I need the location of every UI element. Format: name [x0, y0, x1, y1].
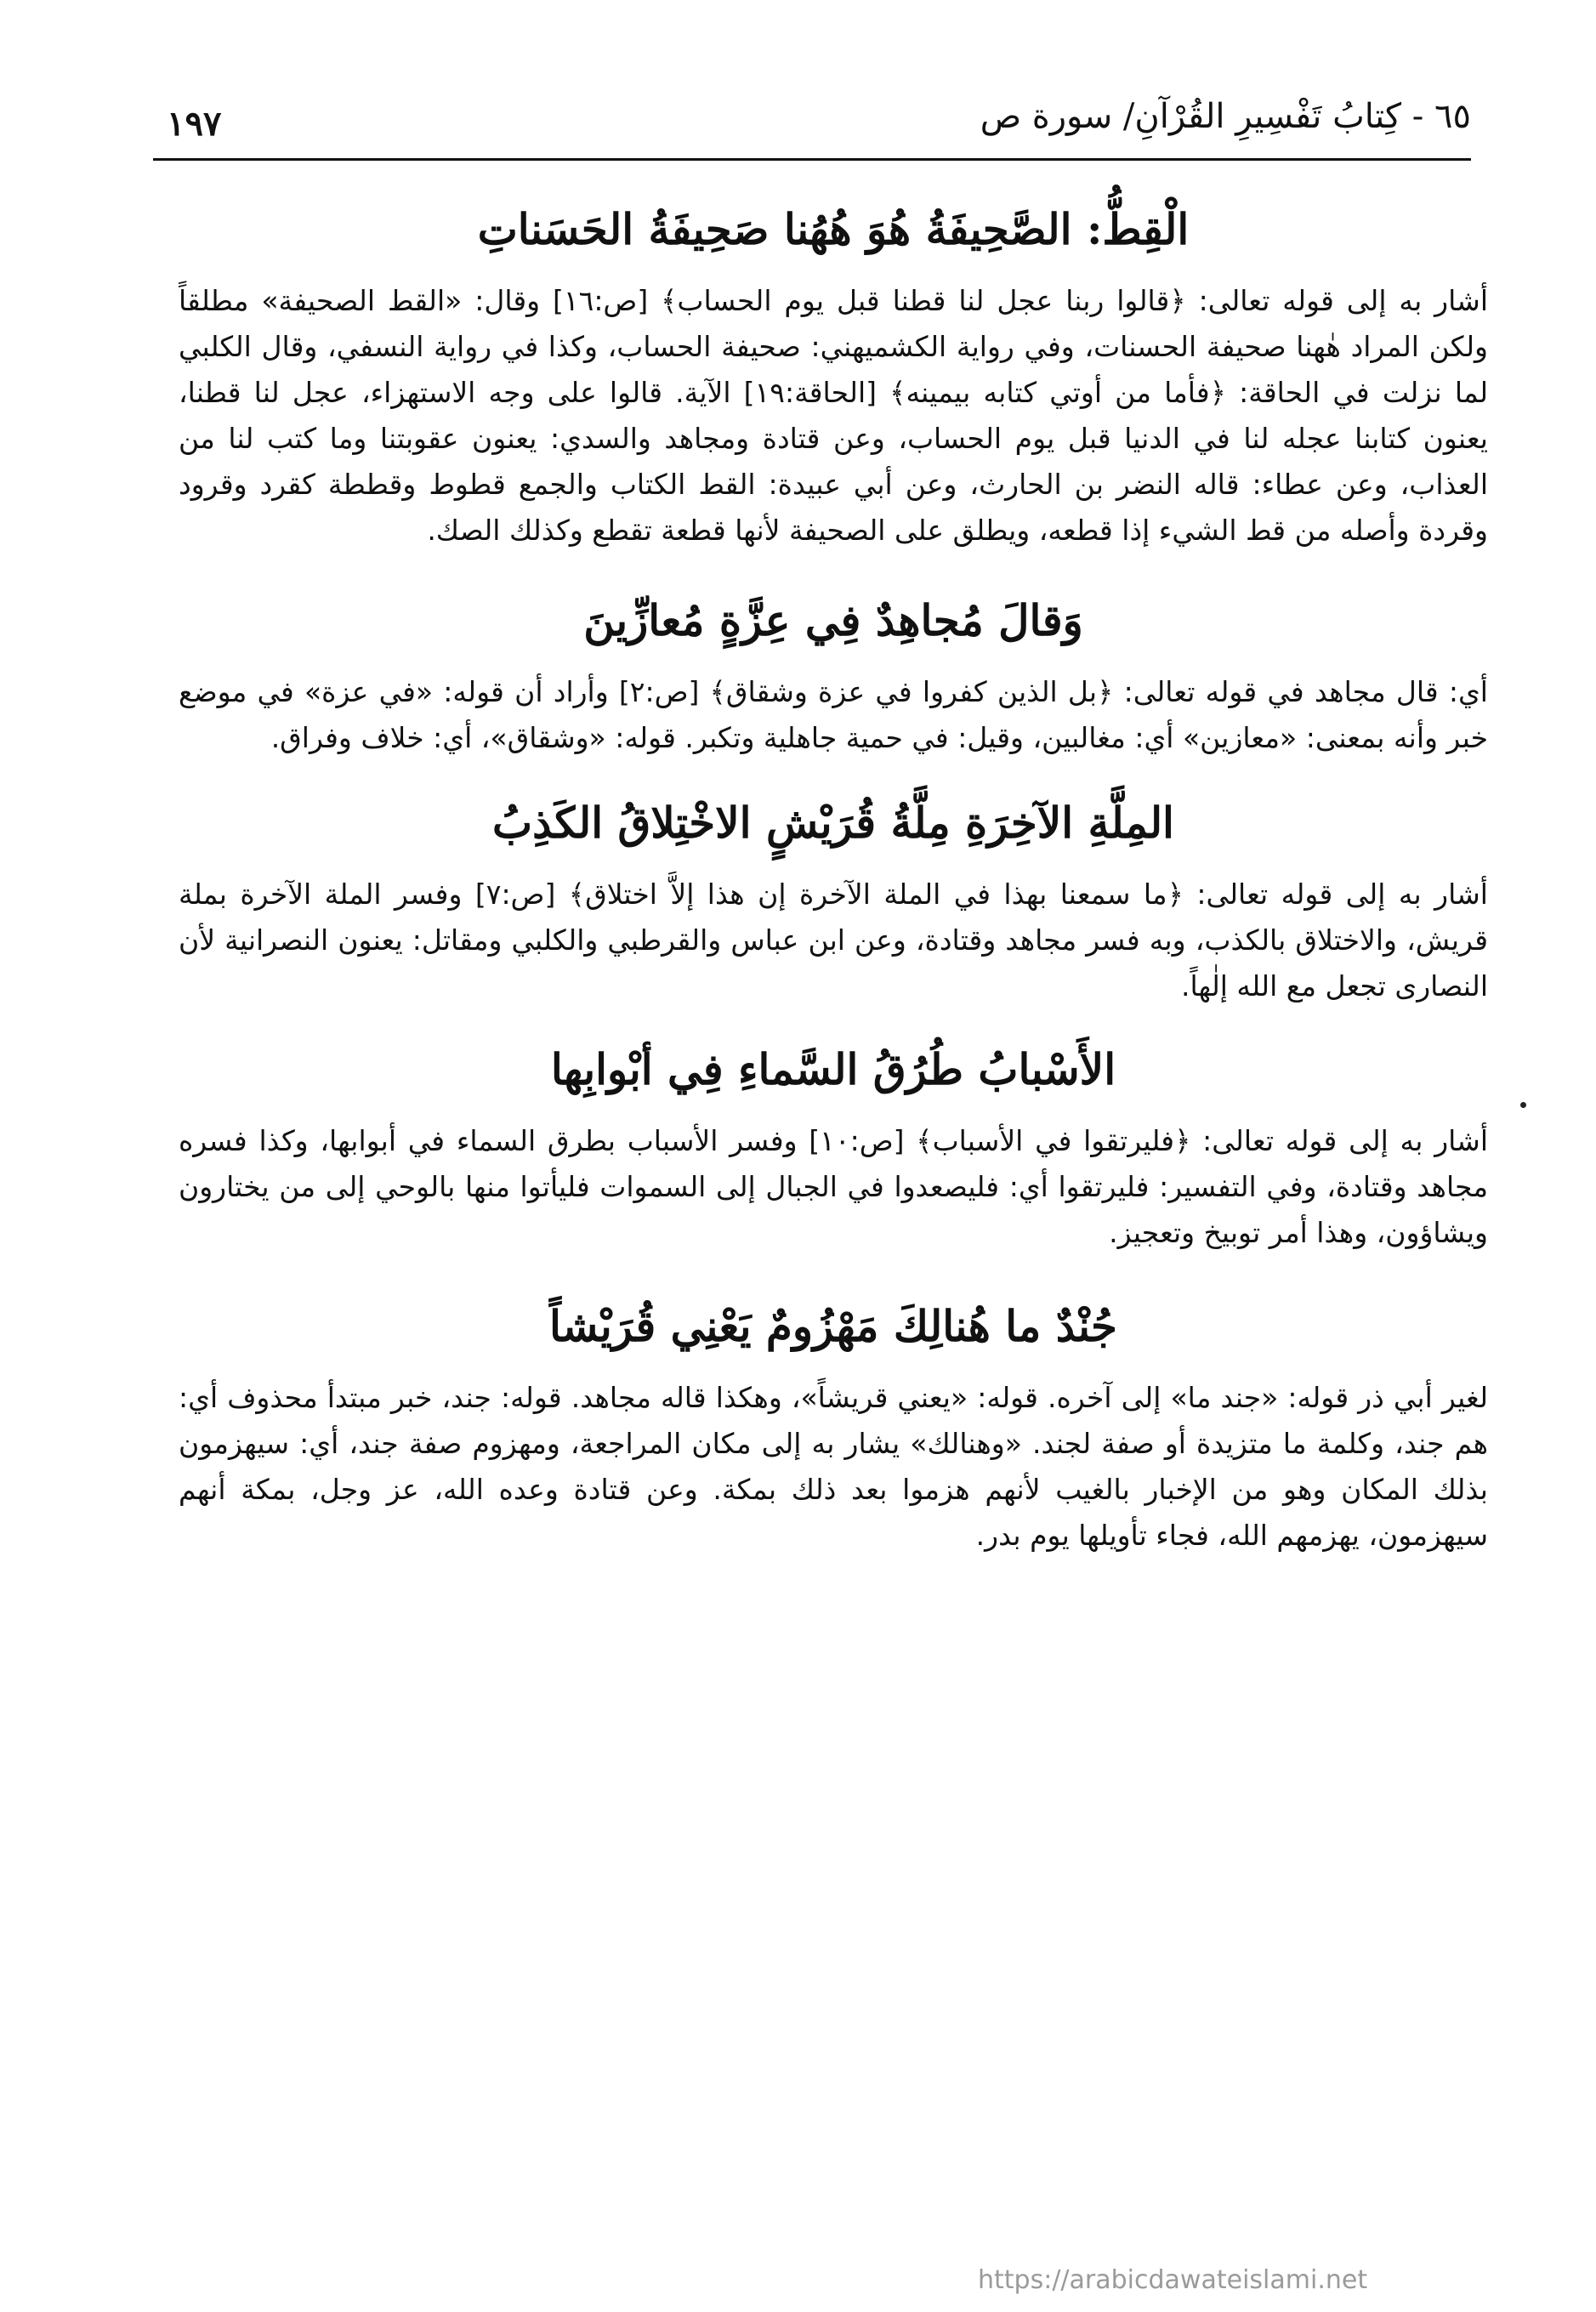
section-mujahid-izza — [179, 576, 1488, 761]
section-paragraph: لغير أبي ذر قوله: «جند ما» إلى آخره. قوله: «يعني قريشاً»، وهكذا قاله مجاهد. قوله: جند، خبر مبتدأ محذوف أي: هم جند، وكلمة ما متزيدة أو صفة لجند. «وهنالك» يشار به إلى مكان المراجعة، ومهزوم صفة جند، أي: سيهزمون بذلك المكان وهو من الإخبار بالغيب لأنهم هزموا بعد ذلك بمكة. وعن قتادة وعده الله، عز وجل، بمكة أنهم سيهزمون، يهزمهم الله، فجاء تأويلها يوم بدر. — [179, 1381, 1488, 1552]
page-number: ١٩٧ — [167, 104, 222, 144]
section-paragraph: أشار به إلى قوله تعالى: ﴿فليرتقوا في الأسباب﴾ [ص:١٠] وفسر الأسباب بطرق السماء في أبوابها، وكذا فسره مجاهد وقتادة، وفي التفسير: فليرتقوا أي: فليصعدوا في الجبال إلى السموات فليأتوا منها بالوحي إلى من يختارون ويشاؤون، وهذا أمر توبيخ وتعجيز. — [179, 1124, 1489, 1249]
running-header-title: ٦٥ - كِتابُ تَفْسِيرِ القُرْآنِ/ سورة ص — [980, 97, 1471, 136]
section-paragraph: أشار به إلى قوله تعالى: ﴿ما سمعنا بهذا في الملة الآخرة إن هذا إلاَّ اختلاق﴾ [ص:٧] وفسر الملة الآخرة بملة قريش، والاختلاق بالكذب، وبه فسر مجاهد وقتادة، وعن ابن عباس والقرطبي والكلبي ومقاتل: يعنون النصرانية لأن النصارى تجعل مع الله إلٰهاً. — [179, 878, 1488, 1003]
section-heading: وَقالَ مُجاهِدٌ فِي عِزَّةٍ مُعازِّينَ — [583, 595, 1083, 645]
header-divider — [153, 158, 1471, 161]
section-heading: المِلَّةِ الآخِرَةِ مِلَّةُ قُرَيْشٍ الاخْتِلاقُ الكَذِبُ — [492, 798, 1174, 848]
source-watermark: https://arabicdawateislami.net — [978, 2265, 1368, 2295]
ink-dot — [1520, 1102, 1526, 1108]
section-paragraph: أشار به إلى قوله تعالى: ﴿قالوا ربنا عجل لنا قطنا قبل يوم الحساب﴾ [ص:١٦] وقال: «القط الصحيفة» مطلقاً ولكن المراد هٰهنا صحيفة الحسنات، وفي رواية الكشميهني: صحيفة الحساب، وكذا في رواية النسفي، وقال الكلبي لما نزلت في الحاقة: ﴿فأما من أوتي كتابه بيمينه﴾ [الحاقة:١٩] الآية. قالوا على وجه الاستهزاء، عجل لنا قطنا، يعنون كتابنا عجله لنا في الدنيا قبل يوم الحساب، وعن قتادة ومجاهد والسدي: يعنون عقوبتنا وما كتب لنا من العذاب، وعن عطاء: قاله النضر بن الحارث، وعن أبي عبيدة: القط الكتاب والجمع قطوط وقططة كقرد وقرود وقردة وأصله من قط الشيء إذا قطعه، ويطلق على الصحيفة لأنها قطعة تقطع وكذلك الصك. — [179, 284, 1489, 547]
section-heading: الأَسْبابُ طُرُقُ السَّماءِ فِي أبْوابِها — [550, 1044, 1116, 1094]
section-paragraph: أي: قال مجاهد في قوله تعالى: ﴿بل الذين كفروا في عزة وشقاق﴾ [ص:٢] وأراد أن قوله: «في عزة» في موضع خبر وأنه بمعنى: «معازين» أي: مغالبين، وقيل: في حمية جاهلية وتكبر. قوله: «وشقاق»، أي: خلاف وفراق. — [179, 675, 1488, 754]
section-asbab — [179, 1025, 1488, 1256]
section-qitt — [179, 183, 1488, 554]
section-jund — [179, 1281, 1488, 1559]
section-heading: جُنْدٌ ما هُنالِكَ مَهْزُومٌ يَعْنِي قُرَيْشاً — [549, 1301, 1117, 1351]
section-milla-akhira — [179, 778, 1488, 1009]
page-body — [179, 183, 1488, 1559]
running-header — [153, 85, 1471, 153]
section-heading: الْقِطُّ: الصَّحِيفَةُ هُوَ هُهُنا صَحِيفَةُ الحَسَناتِ — [477, 204, 1190, 254]
